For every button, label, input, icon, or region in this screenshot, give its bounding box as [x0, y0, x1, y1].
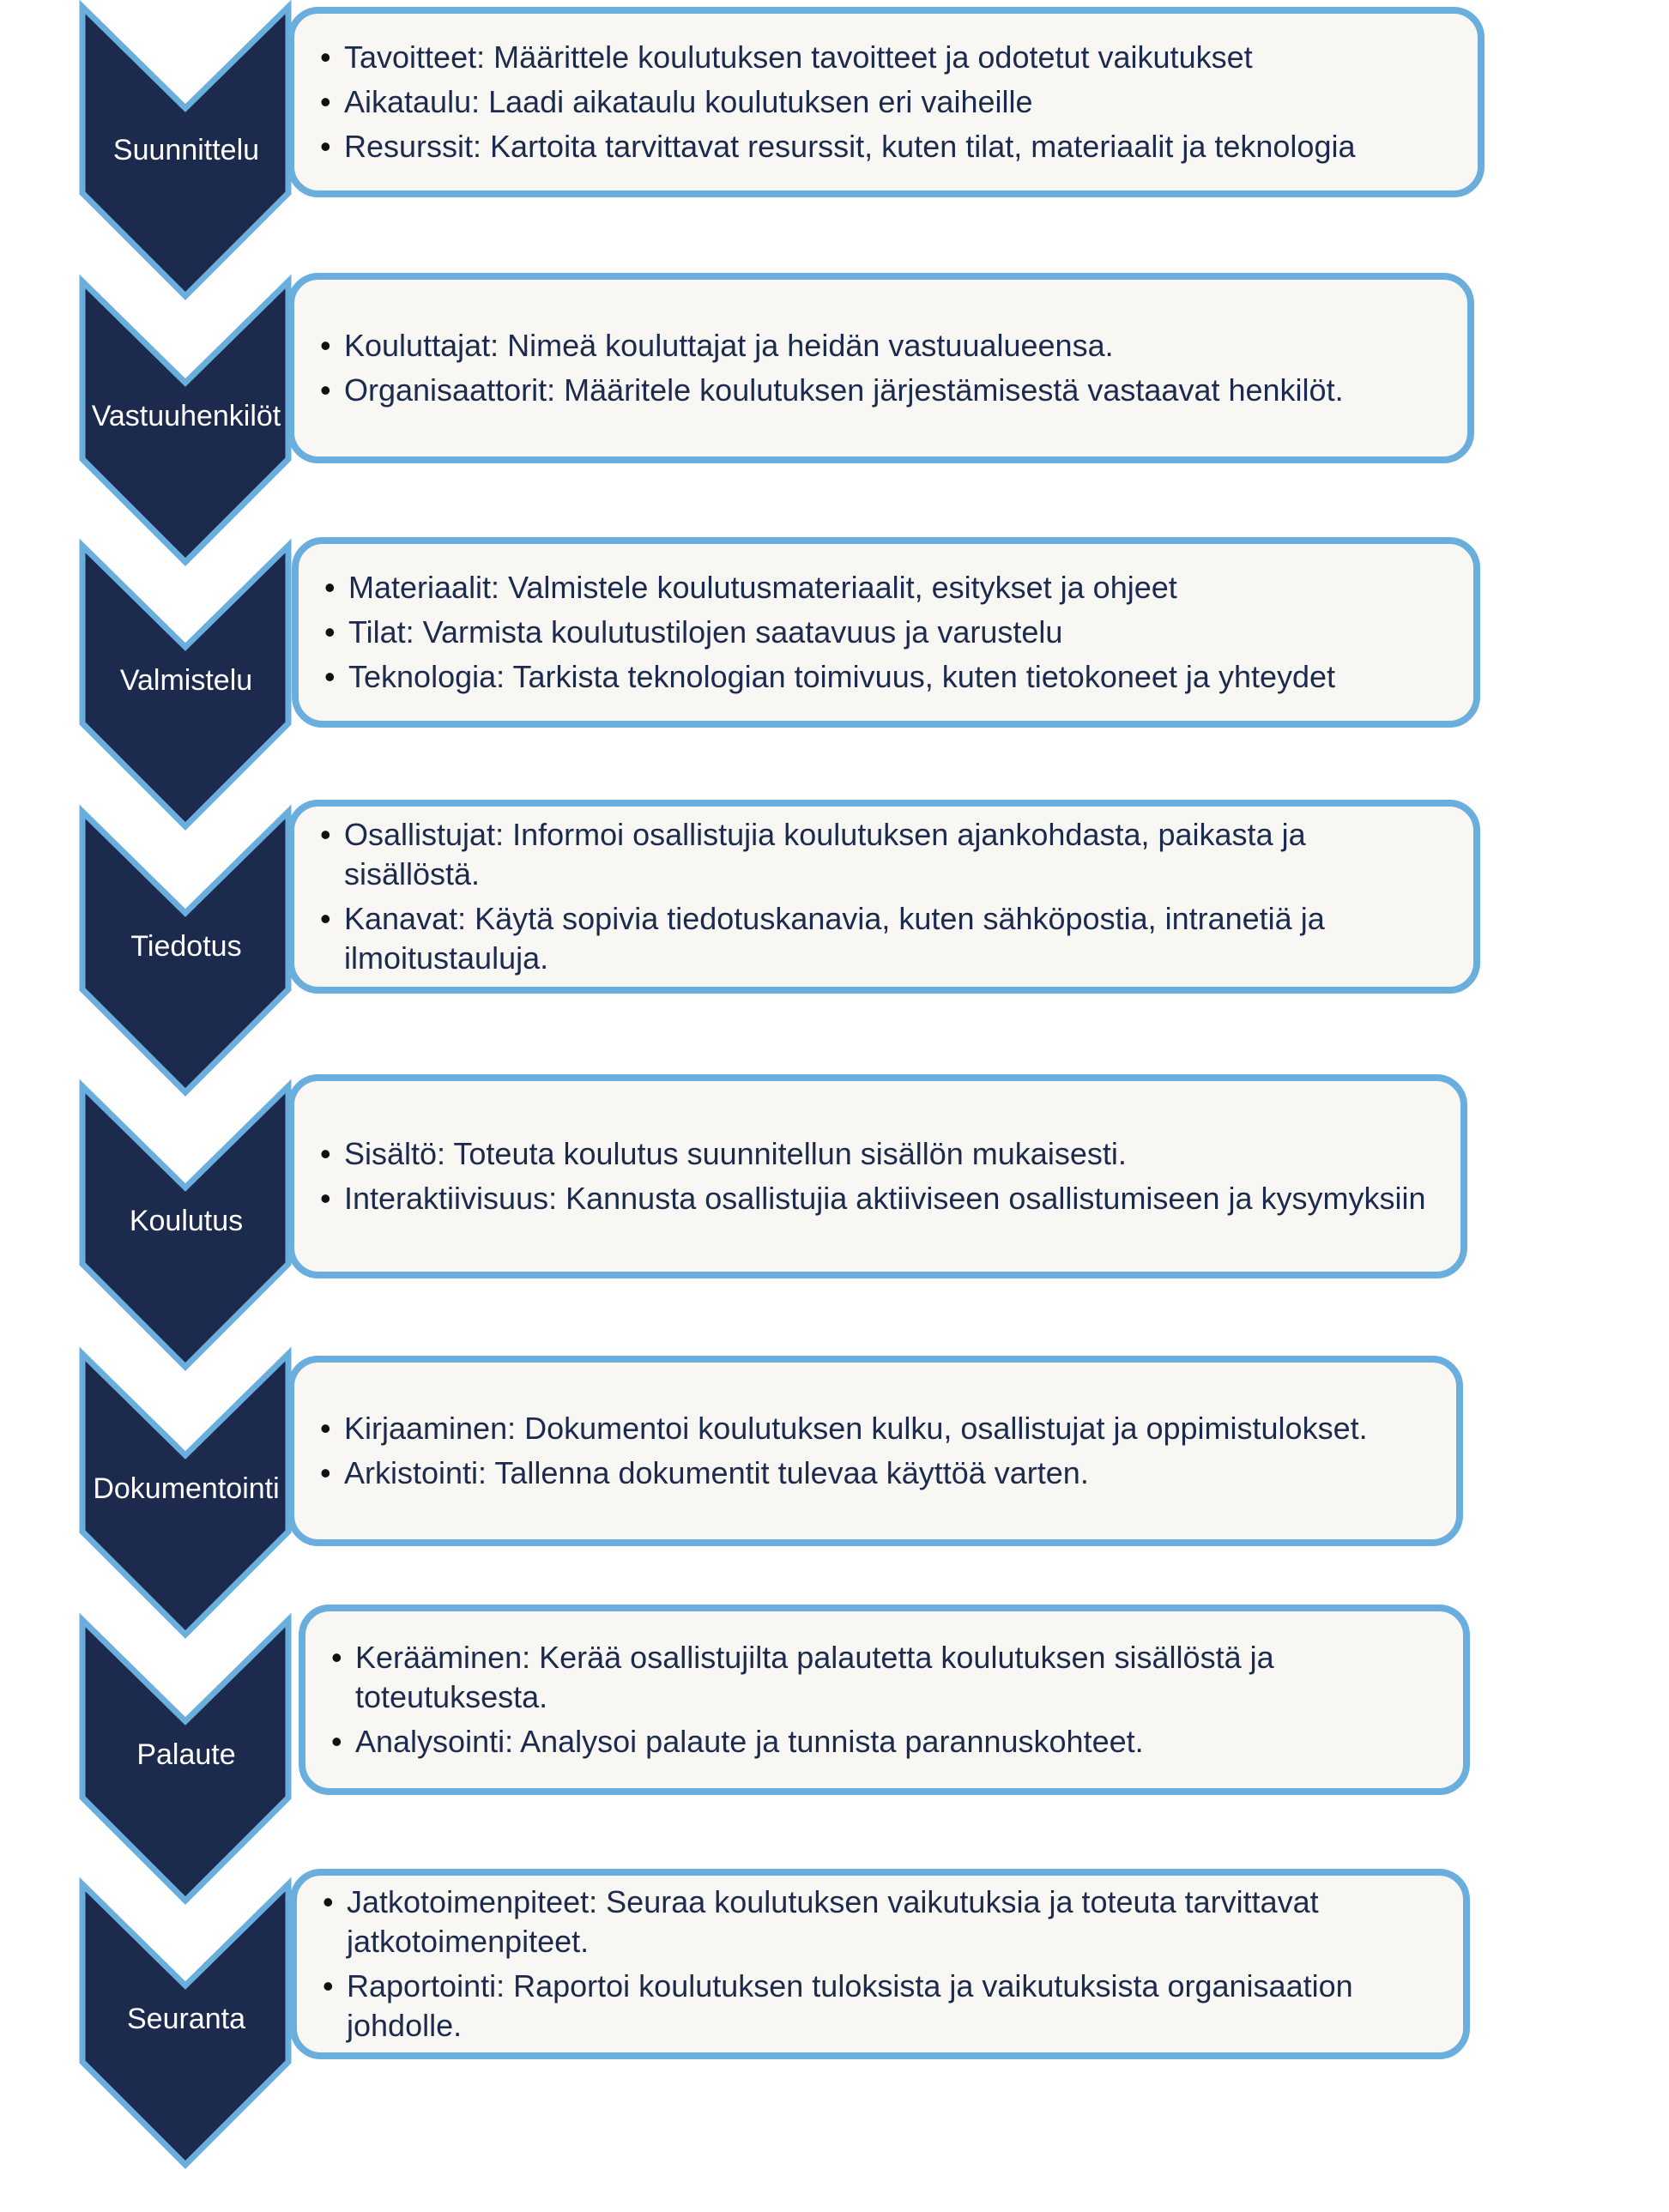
- step-dokumentointi: [0, 1339, 1669, 1647]
- step-koulutus: [0, 1071, 1669, 1380]
- bullet-dot-icon: •: [320, 129, 331, 164]
- step-label: Seuranta: [127, 2003, 245, 2035]
- bullet-dot-icon: •: [323, 1968, 334, 2003]
- step-label: Palaute: [136, 1738, 236, 1771]
- step-palaute: [0, 1605, 1669, 1913]
- step-details-box: [287, 273, 1474, 463]
- bullet-text: Materiaalit: Valmistele koulutusmateriaalit, esitykset ja ohjeet: [348, 570, 1177, 605]
- bullet-text: Interaktiivisuus: Kannusta osallistujia aktiiviseen osallistumiseen ja kysymyksiin: [344, 1181, 1426, 1216]
- bullet-item: [320, 899, 1448, 978]
- bullet-dot-icon: •: [320, 901, 331, 936]
- bullet-item: [331, 1638, 1437, 1717]
- bullet-dot-icon: •: [323, 1884, 334, 1919]
- bullet-text: Tilat: Varmista koulutustilojen saatavuus ja varustelu: [348, 614, 1063, 650]
- bullet-dot-icon: •: [320, 817, 331, 852]
- bullet-dot-icon: •: [331, 1640, 342, 1675]
- bullet-text: Kouluttajat: Nimeä kouluttajat ja heidän vastuualueensa.: [344, 328, 1114, 363]
- bullet-item: [320, 326, 1442, 366]
- step-details-box: [299, 1605, 1470, 1795]
- bullet-text: Jatkotoimenpiteet: Seuraa koulutuksen vaikutuksia ja toteuta tarvittavat jatkotoimenpiteet.: [347, 1884, 1319, 1959]
- step-details-box: [287, 1074, 1467, 1278]
- bullet-item: [320, 371, 1442, 410]
- bullet-dot-icon: •: [324, 570, 336, 605]
- bullet-text: Kanavat: Käytä sopivia tiedotuskanavia, kuten sähköpostia, intranetiä ja ilmoitustauluja.: [344, 901, 1325, 976]
- bullet-dot-icon: •: [320, 1136, 331, 1171]
- bullet-text: Osallistujat: Informoi osallistujia koulutuksen ajankohdasta, paikasta ja sisällöstä.: [344, 817, 1306, 891]
- bullet-item: [331, 1722, 1437, 1762]
- bullet-text: Organisaattorit: Määritele koulutuksen järjestämisestä vastaavat henkilöt.: [344, 372, 1344, 408]
- bullet-dot-icon: •: [324, 614, 336, 650]
- step-details-box: [287, 7, 1485, 197]
- bullet-text: Analysointi: Analysoi palaute ja tunnista parannuskohteet.: [355, 1724, 1144, 1759]
- bullet-dot-icon: •: [320, 1455, 331, 1490]
- bullet-item: [320, 1134, 1435, 1174]
- bullet-item: [323, 1883, 1437, 1961]
- bullet-dot-icon: •: [320, 328, 331, 363]
- bullet-item: [320, 1454, 1430, 1493]
- bullet-dot-icon: •: [320, 39, 331, 75]
- bullet-item: [324, 613, 1448, 652]
- step-details-box: [287, 800, 1480, 994]
- bullet-item: [320, 82, 1452, 122]
- bullet-text: Raportointi: Raportoi koulutuksen tuloksista ja vaikutuksista organisaation johdolle.: [347, 1968, 1353, 2043]
- step-label: Valmistelu: [119, 664, 253, 697]
- step-suunnittelu: [0, 0, 1669, 309]
- step-label: Suunnittelu: [112, 134, 260, 166]
- step-tiedotus: [0, 796, 1669, 1105]
- bullet-text: Kerääminen: Kerää osallistujilta palautetta koulutuksen sisällöstä ja toteutuksesta.: [355, 1640, 1274, 1714]
- bullet-text: Tavoitteet: Määrittele koulutuksen tavoitteet ja odotetut vaikutukset: [344, 39, 1253, 75]
- bullet-item: [320, 127, 1452, 166]
- bullet-item: [320, 38, 1452, 77]
- step-details-box: [292, 537, 1480, 728]
- bullet-item: [320, 1179, 1435, 1218]
- step-details-box: [290, 1869, 1470, 2059]
- bullet-dot-icon: •: [320, 84, 331, 119]
- bullet-item: [320, 815, 1448, 894]
- step-label: Koulutus: [129, 1205, 244, 1237]
- step-label: Vastuuhenkilöt: [91, 400, 281, 432]
- step-seuranta: [0, 1869, 1669, 2178]
- bullet-item: [320, 1409, 1430, 1448]
- step-label: Dokumentointi: [93, 1472, 280, 1505]
- step-details-box: [287, 1356, 1463, 1546]
- bullet-text: Kirjaaminen: Dokumentoi koulutuksen kulku, osallistujat ja oppimistulokset.: [344, 1411, 1368, 1446]
- bullet-dot-icon: •: [320, 1411, 331, 1446]
- bullet-item: [324, 657, 1448, 697]
- bullet-text: Sisältö: Toteuta koulutus suunnitellun sisällön mukaisesti.: [344, 1136, 1127, 1171]
- step-vastuuhenkilot: [0, 266, 1669, 575]
- bullet-text: Arkistointi: Tallenna dokumentit tulevaa käyttöä varten.: [344, 1455, 1089, 1490]
- step-label: Tiedotus: [130, 930, 242, 963]
- bullet-dot-icon: •: [320, 372, 331, 408]
- bullet-item: [323, 1967, 1437, 2046]
- bullet-dot-icon: •: [320, 1181, 331, 1216]
- step-valmistelu: [0, 530, 1669, 839]
- bullet-dot-icon: •: [331, 1724, 342, 1759]
- bullet-text: Aikataulu: Laadi aikataulu koulutuksen eri vaiheille: [344, 84, 1033, 119]
- bullet-item: [324, 568, 1448, 607]
- bullet-dot-icon: •: [324, 659, 336, 694]
- bullet-text: Teknologia: Tarkista teknologian toimivuus, kuten tietokoneet ja yhteydet: [348, 659, 1336, 694]
- bullet-text: Resurssit: Kartoita tarvittavat resurssit, kuten tilat, materiaalit ja teknologia: [344, 129, 1356, 164]
